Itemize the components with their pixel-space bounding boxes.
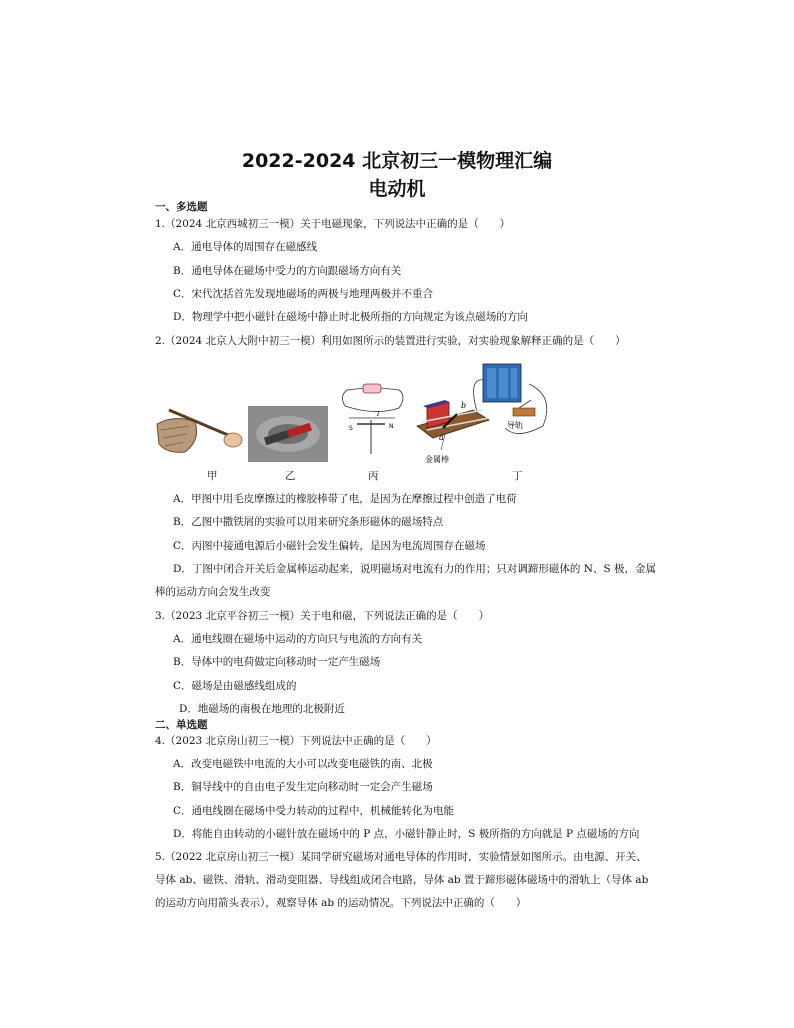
figure-ding-label-b: b <box>461 401 467 410</box>
question-2-stem: 2.（2024 北京人大附中初三一模）利用如图所示的装置进行实验，对实验现象解释正确的是（ ） <box>155 335 626 347</box>
figure-caption-yi: 乙 <box>285 470 296 482</box>
figure-caption-jia: 甲 <box>207 470 218 482</box>
figure-caption-bing: 丙 <box>368 470 379 482</box>
question-4-stem: 4.（2023 北京房山初三一模）下列说法中正确的是（ ） <box>155 735 437 747</box>
question-1-option-c: C．宋代沈括首先发现地磁场的两极与地理两极并不重合 <box>173 288 434 300</box>
figure-bing-image <box>335 358 410 458</box>
question-3-option-a: A．通电线圈在磁场中运动的方向只与电流的方向有关 <box>173 633 423 645</box>
question-3-option-b: B．导体中的电荷做定向移动时一定产生磁场 <box>173 656 381 668</box>
page-title: 2022-2024 北京初三一模物理汇编 <box>241 150 553 172</box>
question-4-option-a: A．改变电磁铁中电流的大小可以改变电磁铁的南、北极 <box>173 758 433 770</box>
question-2-option-a: A．甲图中用毛皮摩擦过的橡胶棒带了电，是因为在摩擦过程中创造了电荷 <box>173 493 517 505</box>
question-4-option-b: B．铜导线中的自由电子发生定向移动时一定会产生磁场 <box>173 781 433 793</box>
figure-yi-image <box>248 406 328 462</box>
question-2-option-b: B．乙图中撒铁屑的实验可以用来研究条形磁体的磁场特点 <box>173 516 444 528</box>
question-2-figures <box>155 356 555 486</box>
figure-bing-label-n: N <box>389 423 394 430</box>
figure-ding-image <box>413 356 555 468</box>
question-1-option-d: D．物理学中把小磁针在磁场中静止时北极所指的方向规定为该点磁场的方向 <box>173 311 528 323</box>
question-1-option-b: B．通电导体在磁场中受力的方向跟磁场方向有关 <box>173 265 402 277</box>
figure-ding-label-rail: 导轨 <box>507 421 523 430</box>
question-5-line3: 的运动方向用箭头表示），观察导体 ab 的运动情况。下列说法中正确的（ ） <box>155 897 527 909</box>
question-2-option-d-line2: 棒的运动方向会发生改变 <box>155 586 271 598</box>
figure-ding-label-a: a <box>439 433 444 442</box>
question-4-option-c: C．通电线圈在磁场中受力转动的过程中，机械能转化为电能 <box>173 805 455 817</box>
figure-ding-label-metal-rod: 金属棒 <box>425 455 449 464</box>
question-2-option-c: C．丙图中接通电源后小磁针会发生偏转，是因为电流周围存在磁场 <box>173 540 486 552</box>
page-subtitle: 电动机 <box>368 178 426 200</box>
figure-caption-ding: 丁 <box>512 470 523 482</box>
question-3-option-d: D．地磁场的南极在地理的北极附近 <box>179 703 345 715</box>
section-multi-choice: 一、多选题 <box>155 201 208 213</box>
question-4-option-d: D．将能自由转动的小磁针放在磁场中的 P 点，小磁针静止时，S 极所指的方向就是 P 点磁场的方向 <box>173 828 640 840</box>
figure-bing-label-s: S <box>349 425 353 432</box>
question-2-option-d-line1: D．丁图中闭合开关后金属棒运动起来，说明磁场对电流有力的作用；只对调蹄形磁体的 N、S 极，金属 <box>173 563 656 575</box>
question-5-line2: 导体 ab、磁铁、滑轨、滑动变阻器、导线组成闭合电路，导体 ab 置于蹄形磁体磁场中的滑轨上（导体 ab <box>155 874 649 886</box>
question-5-line1: 5.（2022 北京房山初三一模）某同学研究磁场对通电导体的作用时，实验情景如图所示。由电源、开关、 <box>155 851 647 863</box>
question-1-stem: 1.（2024 北京西城初三一模）关于电磁现象，下列说法中正确的是（ ） <box>155 218 511 230</box>
question-3-option-c: C．磁场是由磁感线组成的 <box>173 680 297 692</box>
section-single-choice: 二、单选题 <box>155 719 208 731</box>
question-3-stem: 3.（2023 北京平谷初三一模）关于电和磁，下列说法正确的是（ ） <box>155 610 490 622</box>
figure-jia-image <box>155 400 245 460</box>
question-1-option-a: A．通电导体的周围存在磁感线 <box>173 241 318 253</box>
figure-bing-label-i: I <box>377 411 380 418</box>
